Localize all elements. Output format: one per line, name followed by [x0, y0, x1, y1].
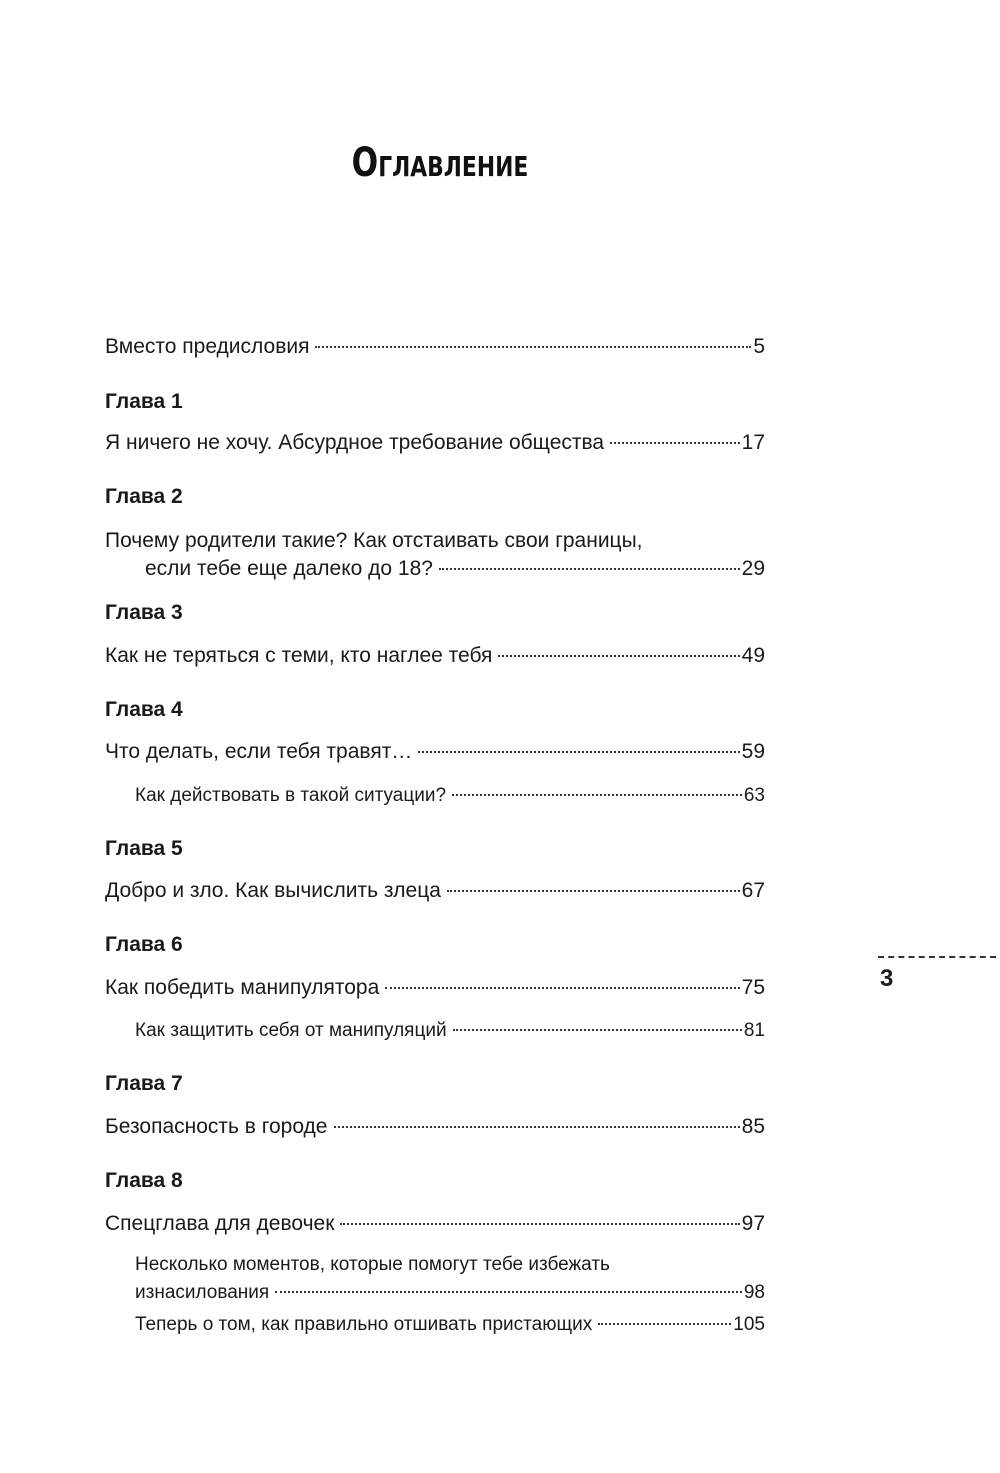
- dot-leader: [452, 794, 742, 796]
- toc-entry-title: Что делать, если тебя травят…: [105, 740, 413, 763]
- toc-entry-page: 49: [741, 644, 765, 667]
- chapter-heading-7: Глава 7: [105, 1072, 183, 1095]
- toc-entry-title: Безопасность в городе: [105, 1115, 328, 1138]
- page-number: 3: [880, 965, 894, 992]
- toc-entry-page: 81: [743, 1020, 765, 1041]
- toc-entry-page: 98: [743, 1282, 765, 1303]
- dot-leader: [439, 568, 740, 570]
- page-title: Оглавление: [351, 140, 529, 186]
- toc-subentry[interactable]: [135, 782, 765, 810]
- toc-entry-title: Как действовать в такой ситуации?: [135, 785, 447, 806]
- dot-leader: [610, 442, 740, 444]
- toc-entry-title: Как защитить себя от манипуляций: [135, 1020, 447, 1041]
- dot-leader: [453, 1029, 742, 1031]
- toc-entry-page: 67: [741, 879, 765, 902]
- toc-entry-page: 75: [741, 976, 765, 999]
- toc-entry-page: 97: [741, 1212, 765, 1235]
- toc-entry[interactable]: [105, 527, 765, 583]
- chapter-heading-5: Глава 5: [105, 837, 183, 860]
- toc-entry-title-line2: если тебе еще далеко до 18?: [145, 557, 433, 580]
- toc-entry-title: Вместо предисловия: [105, 335, 310, 358]
- dot-leader: [418, 751, 739, 753]
- toc-entry-title-line2: изнасилования: [135, 1282, 270, 1303]
- toc-entry[interactable]: [105, 642, 765, 670]
- chapter-heading-3: Глава 3: [105, 601, 183, 624]
- toc-entry-title: Спецглава для девочек: [105, 1212, 335, 1235]
- dot-leader: [275, 1291, 742, 1293]
- dot-leader: [598, 1323, 731, 1325]
- toc-entry-page: 17: [741, 431, 765, 454]
- toc-entry[interactable]: [105, 974, 765, 1002]
- toc-entry-title: Я ничего не хочу. Абсурдное требование общества: [105, 431, 605, 454]
- toc-entry-title-line1: Почему родители такие? Как отстаивать свои границы,: [105, 529, 643, 552]
- toc-entry-page: 63: [743, 785, 765, 806]
- toc-subentry[interactable]: [135, 1017, 765, 1045]
- toc-entry-title: Как победить манипулятора: [105, 976, 380, 999]
- toc-entry[interactable]: [105, 1210, 765, 1238]
- toc-entry-page: 105: [733, 1314, 765, 1335]
- toc-entry-page: 59: [741, 740, 765, 763]
- toc-entry[interactable]: [105, 429, 765, 457]
- toc-entry[interactable]: [105, 877, 765, 905]
- toc-entry-page: 5: [753, 335, 765, 358]
- toc-entry-title: Добро и зло. Как вычислить злеца: [105, 879, 441, 902]
- dot-leader: [334, 1126, 740, 1128]
- dot-leader: [385, 987, 739, 989]
- dot-leader: [498, 655, 739, 657]
- toc-entry[interactable]: [105, 738, 765, 766]
- toc-entry-title-line1: Несколько моментов, которые помогут тебе избежать: [135, 1254, 610, 1275]
- dot-leader: [315, 346, 751, 348]
- chapter-heading-4: Глава 4: [105, 698, 183, 721]
- dot-leader: [340, 1223, 739, 1225]
- toc-entry-title: Теперь о том, как правильно отшивать пристающих: [135, 1314, 593, 1335]
- toc-entry[interactable]: [105, 1113, 765, 1141]
- toc-entry-intro[interactable]: [105, 333, 765, 361]
- chapter-heading-2: Глава 2: [105, 485, 183, 508]
- chapter-heading-8: Глава 8: [105, 1169, 183, 1192]
- chapter-heading-6: Глава 6: [105, 933, 183, 956]
- toc-entry-page: 29: [741, 557, 765, 580]
- chapter-heading-1: Глава 1: [105, 390, 183, 413]
- toc-entry-page: 85: [741, 1115, 765, 1138]
- toc-subentry[interactable]: [135, 1311, 765, 1339]
- dot-leader: [447, 890, 740, 892]
- toc-entry-title: Как не теряться с теми, кто наглее тебя: [105, 644, 493, 667]
- toc-subentry[interactable]: [135, 1251, 765, 1307]
- page-number-rule: [878, 956, 996, 958]
